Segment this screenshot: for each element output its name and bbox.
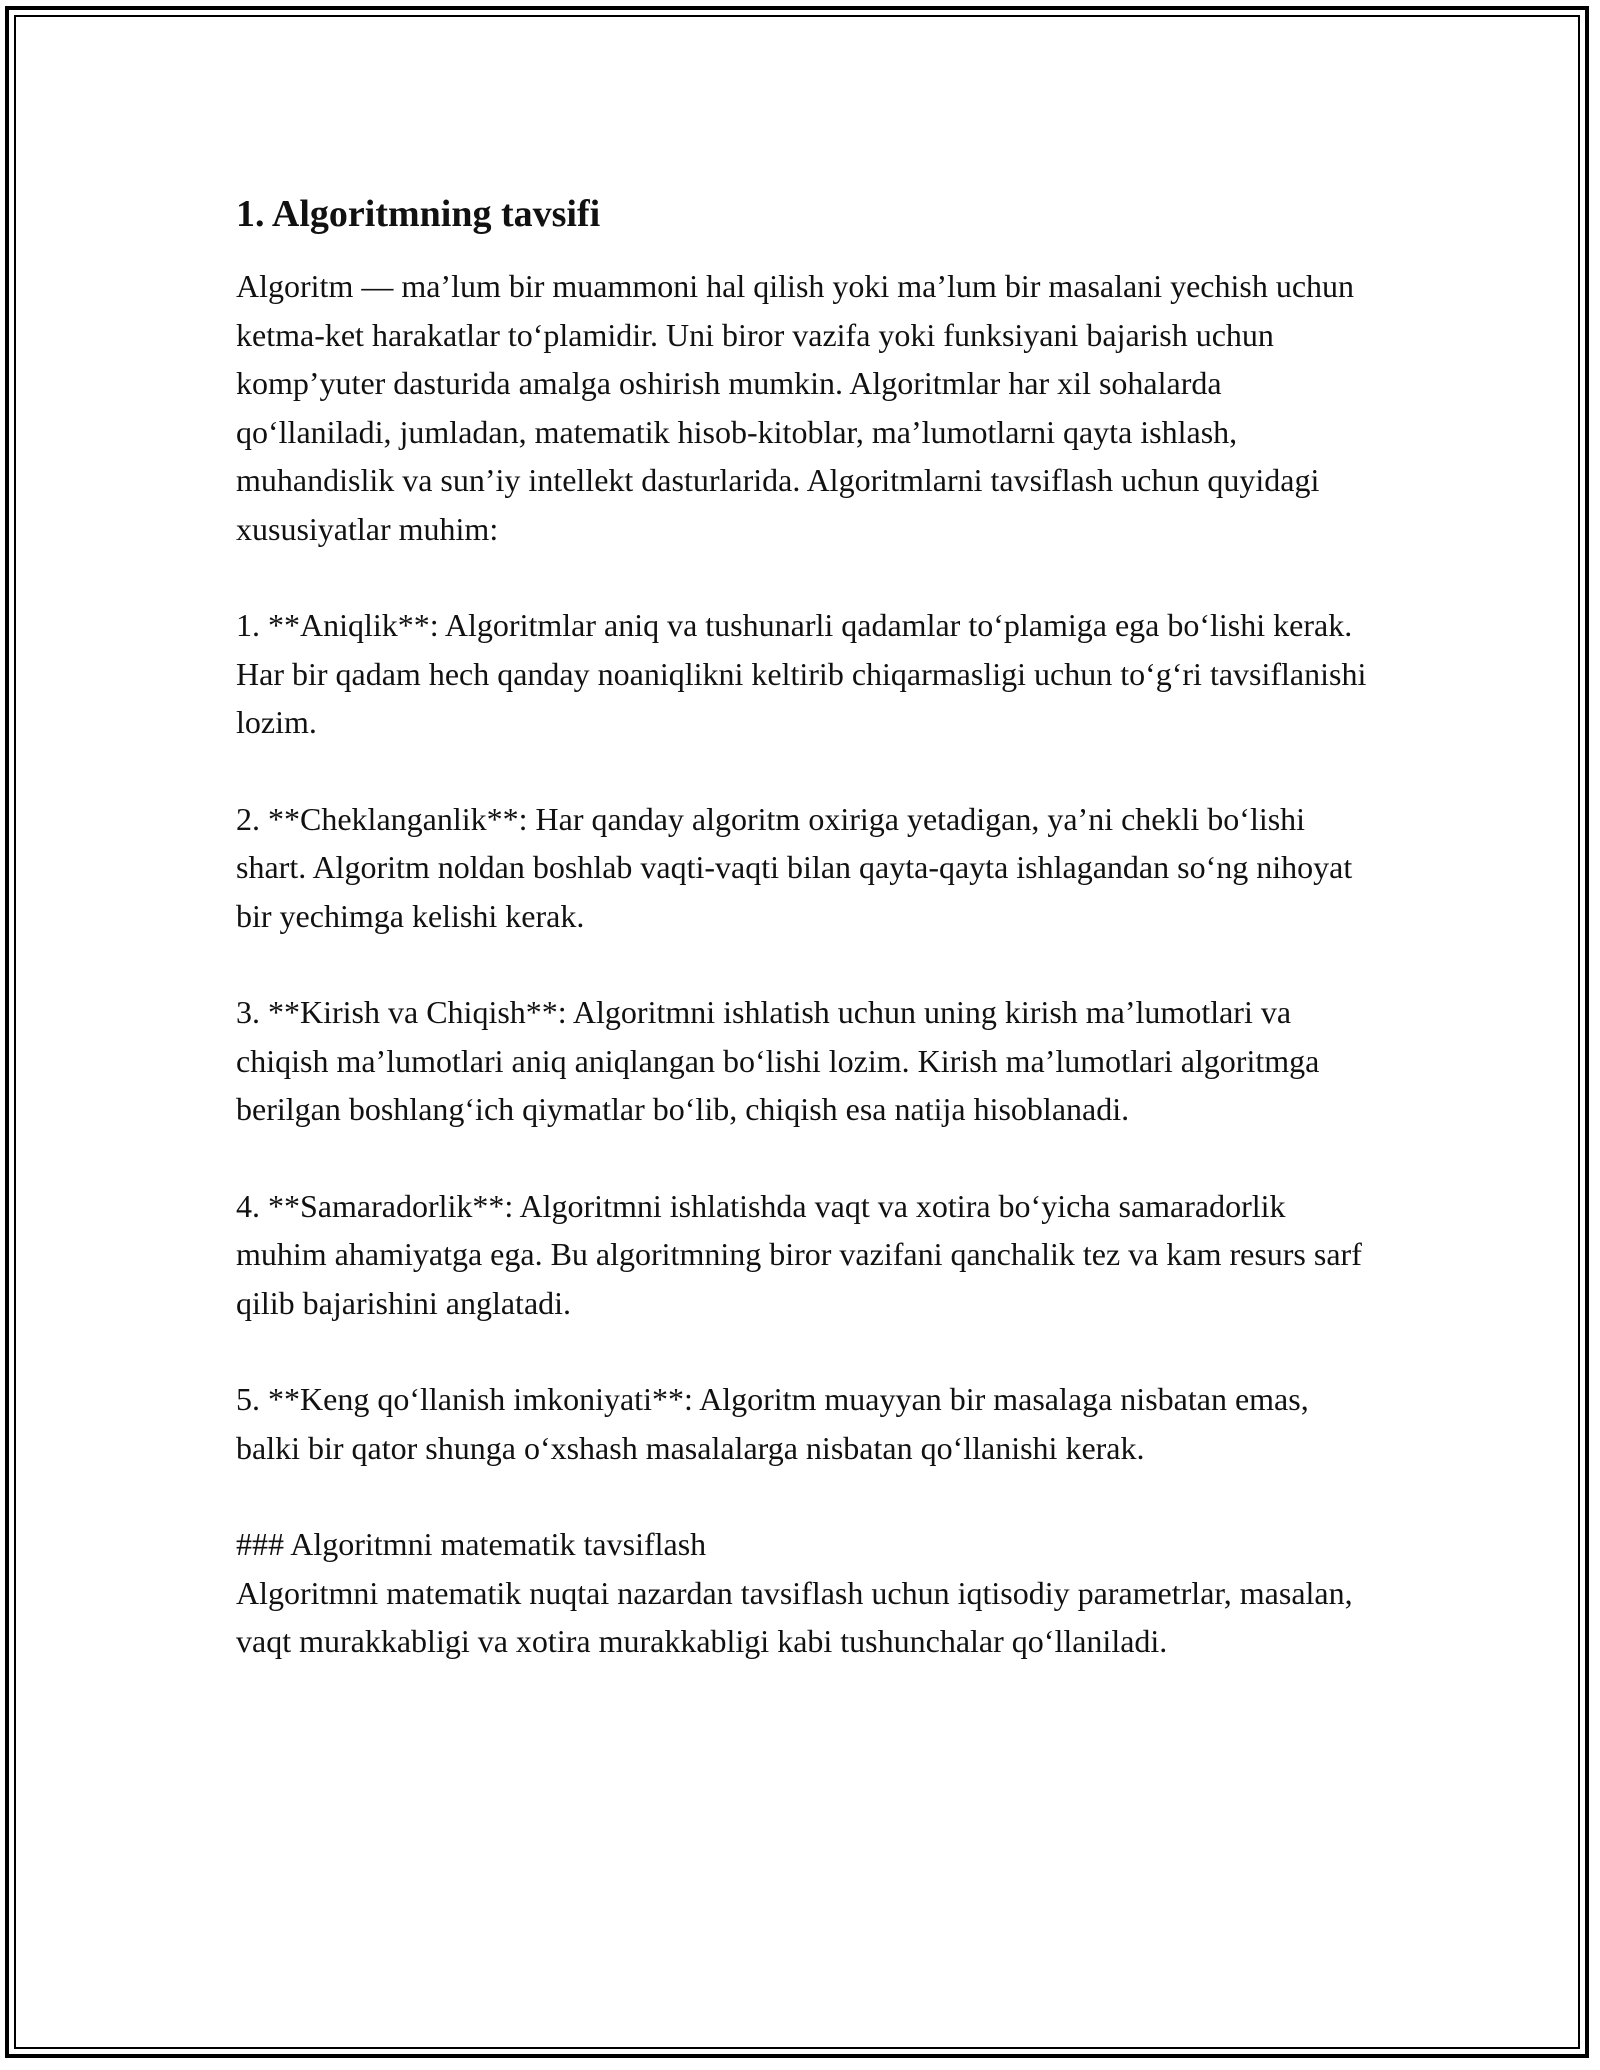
intro-paragraph: Algoritm — ma’lum bir muammoni hal qilish yoki ma’lum bir masalani yechish uchun ketma-ket harakatlar to‘plamidir. Uni biror vazifa yoki funksiyani bajarish uchun komp’yuter dasturida amalga oshirish mumkin. Algoritmlar har xil sohalarda qo‘llaniladi, jumladan, matematik hisob-kitoblar, ma’lumotlarni qayta ishlash, muhandislik va sun’iy intellekt dasturlarida. Algoritmlarni tavsiflash uchun quyidagi xususiyatlar muhim: [236, 268, 1355, 547]
section-heading: 1. Algoritmning tavsifi [236, 193, 601, 235]
list-item-kirish-chiqish: 3. **Kirish va Chiqish**: Algoritmni ishlatish uchun uning kirish ma’lumotlari va chiqish ma’lumotlari aniq aniqlangan bo‘lishi lozim. Kirish ma’lumotlari algoritmga berilgan boshlang‘ich qiymatlar bo‘lib, chiqish esa natija hisoblanadi. [236, 994, 1320, 1127]
document-body [236, 188, 1376, 1666]
list-item-keng-qollanish: 5. **Keng qo‘llanish imkoniyati**: Algoritm muayyan bir masalaga nisbatan emas, balki bir qator shunga o‘xshash masalalarga nisbatan qo‘llanishi kerak. [236, 1381, 1309, 1466]
list-item-samaradorlik: 4. **Samaradorlik**: Algoritmni ishlatishda vaqt va xotira bo‘yicha samaradorlik muhim ahamiyatga ega. Bu algoritmning biror vazifani qanchalik tez va kam resurs sarf qilib bajarishini anglatadi. [236, 1187, 1362, 1321]
list-item-aniqlik: 1. **Aniqlik**: Algoritmlar aniq va tushunarli qadamlar to‘plamiga ega bo‘lishi kerak. Har bir qadam hech qanday noaniqlikni keltirib chiqarmasligi uchun to‘g‘ri tavsiflanishi lozim. [236, 607, 1367, 740]
closing-paragraph: Algoritmni matematik nuqtai nazardan tavsiflash uchun iqtisodiy parametrlar, masalan, vaqt murakkabligi va xotira murakkabligi kabi tushunchalar qo‘llaniladi. [236, 1574, 1353, 1659]
list-item-cheklanganlik: 2. **Cheklanganlik**: Har qanday algoritm oxiriga yetadigan, ya’ni chekli bo‘lishi shart. Algoritm noldan boshlab vaqti-vaqti bilan qayta-qayta ishlagandan so‘ng nihoyat bir yechimga kelishi kerak. [236, 800, 1353, 934]
subsection-heading: ### Algoritmni matematik tavsiflash [236, 1526, 707, 1562]
